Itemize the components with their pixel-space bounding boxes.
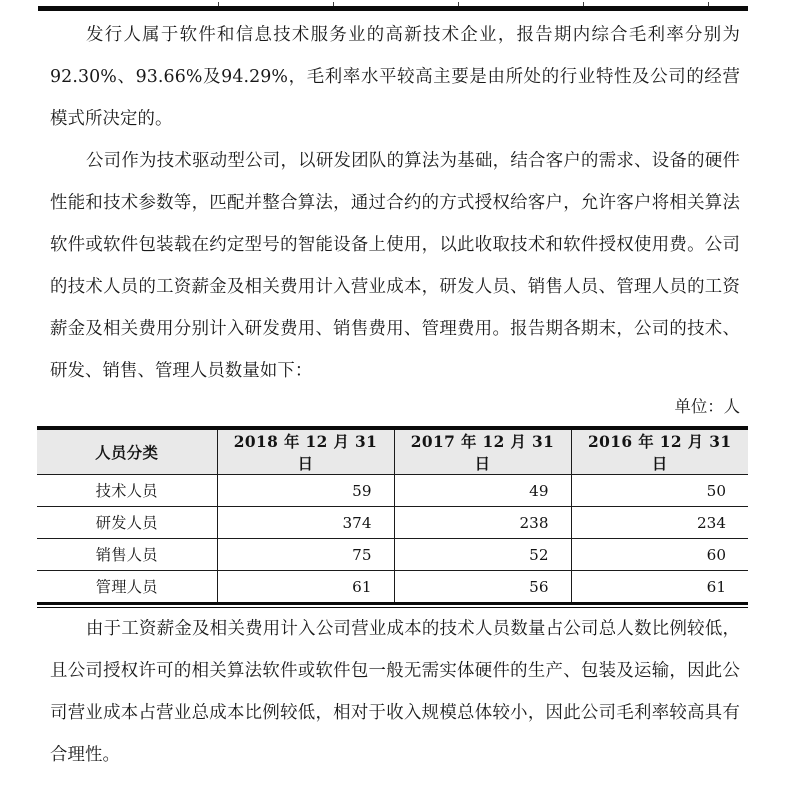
row-label-rnd: 研发人员: [37, 507, 217, 539]
cell-sales-2016: 60: [571, 539, 748, 571]
cell-rnd-2018: 374: [217, 507, 394, 539]
column-tick: [333, 2, 334, 6]
table-unit-note: 单位：人: [674, 397, 740, 416]
table-row: [37, 571, 748, 604]
column-tick: [458, 2, 459, 6]
table-row: [37, 475, 748, 507]
table-body: [37, 475, 748, 604]
cell-rnd-2017: 238: [394, 507, 571, 539]
row-label-sales: 销售人员: [37, 539, 217, 571]
cell-sales-2017: 52: [394, 539, 571, 571]
table-row: [37, 539, 748, 571]
row-label-technical: 技术人员: [37, 475, 217, 507]
column-header-2017: 2017 年 12 月 31 日: [394, 428, 571, 475]
table-header-row: [37, 428, 748, 475]
column-tick: [218, 2, 219, 6]
row-label-management: 管理人员: [37, 571, 217, 604]
page-body: [0, 14, 785, 776]
column-header-2016: 2016 年 12 月 31 日: [571, 428, 748, 475]
column-header-2018: 2018 年 12 月 31 日: [217, 428, 394, 475]
column-tick: [583, 2, 584, 6]
table-header: [37, 428, 748, 475]
cell-sales-2018: 75: [217, 539, 394, 571]
paragraph-margin-rationale: 由于工资薪金及相关费用计入公司营业成本的技术人员数量占公司总人数比例较低，且公司授权许可的相关算法软件或软件包一般无需实体硬件的生产、包装及运输，因此公司营业成本占营业总成本比例较低，相对于收入规模总体较小，因此公司毛利率较高具有合理性。: [50, 619, 740, 765]
paragraph-business-model: 公司作为技术驱动型公司，以研发团队的算法为基础，结合客户的需求、设备的硬件性能和技术参数等，匹配并整合算法，通过合约的方式授权给客户，允许客户将相关算法软件或软件包装载在约定型号的智能设备上使用，以此收取技术和软件授权使用费。公司的技术人员的工资薪金及相关费用计入营业成本，研发人员、销售人员、管理人员的工资薪金及相关费用分别计入研发费用、销售费用、管理费用。报告期各期末，公司的技术、研发、销售、管理人员数量如下：: [50, 151, 740, 381]
column-tick: [708, 2, 709, 6]
cell-rnd-2016: 234: [571, 507, 748, 539]
paragraph-gross-margin: 发行人属于软件和信息技术服务业的高新技术企业，报告期内综合毛利率分别为92.30%、93.66%及94.29%，毛利率水平较高主要是由所处的行业特性及公司的经营模式所决定的。: [50, 25, 740, 129]
cell-management-2017: 56: [394, 571, 571, 604]
staff-table-container: [0, 426, 785, 608]
cell-technical-2017: 49: [394, 475, 571, 507]
table-row: [37, 507, 748, 539]
cell-management-2018: 61: [217, 571, 394, 604]
staff-headcount-table: [37, 426, 748, 605]
cell-management-2016: 61: [571, 571, 748, 604]
cell-technical-2016: 50: [571, 475, 748, 507]
cell-technical-2018: 59: [217, 475, 394, 507]
previous-table-bottom-rule: [38, 6, 748, 11]
column-header-category: 人员分类: [37, 428, 217, 475]
